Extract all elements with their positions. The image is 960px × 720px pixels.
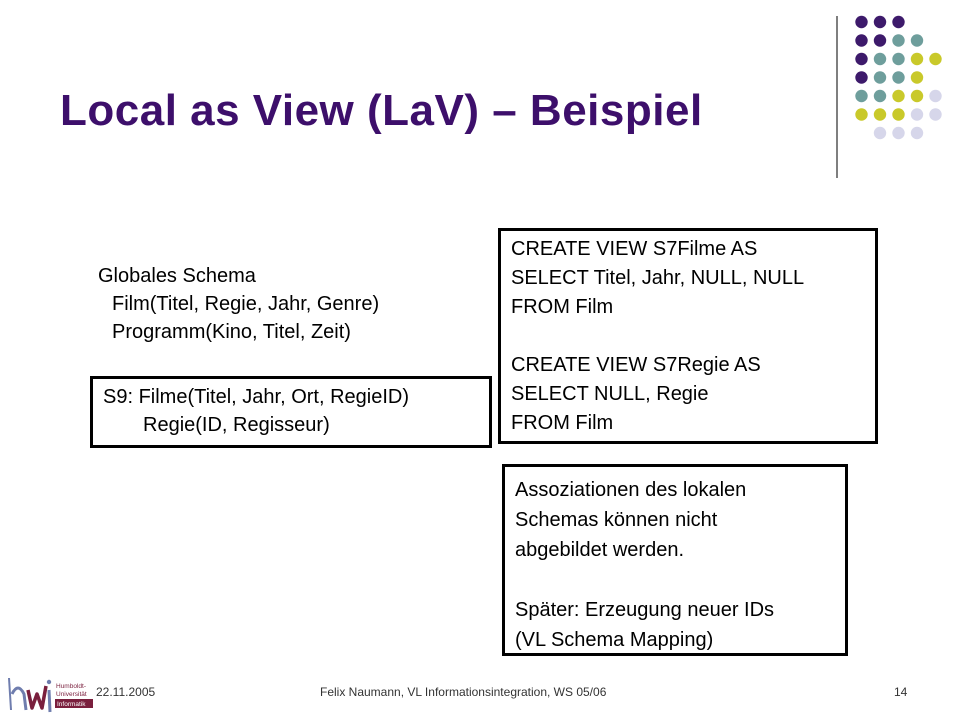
s9-line: Regie(ID, Regisseur) [143, 414, 330, 436]
decorative-dot [855, 53, 867, 65]
decorative-dot [892, 34, 904, 46]
decorative-dot [855, 108, 867, 120]
sql-blank-line [511, 322, 865, 351]
footer-page-number: 14 [894, 685, 908, 699]
decorative-dot [892, 53, 904, 65]
footer-date: 22.11.2005 [96, 685, 156, 699]
decorative-dot [874, 16, 886, 28]
sql-line: CREATE VIEW S7Regie AS [511, 354, 761, 376]
s9-line: S9: Filme(Titel, Jahr, Ort, RegieID) [103, 386, 409, 408]
note-line: Später: Erzeugung neuer IDs [515, 599, 775, 621]
note-line: Assoziationen des lokalen [515, 479, 747, 501]
global-schema-relation: Programm(Kino, Titel, Zeit) [112, 321, 351, 343]
decorative-dot [911, 71, 923, 83]
decorative-dot [929, 90, 941, 102]
humboldt-informatik-logo [4, 660, 96, 718]
decorative-dot [892, 16, 904, 28]
footer-author-course: Felix Naumann, VL Informationsintegration, WS 05/06 [320, 685, 607, 699]
global-schema-heading: Globales Schema [98, 265, 256, 287]
decorative-dot [874, 34, 886, 46]
decorative-dot [911, 53, 923, 65]
decorative-dot [911, 90, 923, 102]
decorative-dot [892, 108, 904, 120]
decorative-dot [855, 90, 867, 102]
global-schema [98, 262, 379, 346]
slide-title: Local as View (LaV) – Beispiel [60, 86, 703, 135]
sql-line: SELECT Titel, Jahr, NULL, NULL [511, 267, 805, 289]
decorative-dot [855, 16, 867, 28]
decorative-dot [892, 71, 904, 83]
decorative-dot [911, 127, 923, 139]
sql-line: CREATE VIEW S7Filme AS [511, 238, 758, 260]
note-line: abgebildet werden. [515, 539, 685, 561]
note-line: (VL Schema Mapping) [515, 629, 714, 651]
decorative-dot [892, 127, 904, 139]
sql-line: FROM Film [511, 296, 614, 318]
decorative-dot [855, 34, 867, 46]
note-blank-line [515, 565, 835, 595]
logo-text-line: Universität [56, 691, 87, 698]
sql-line: FROM Film [511, 412, 614, 434]
global-schema-relation: Film(Titel, Regie, Jahr, Genre) [112, 293, 380, 315]
logo-text-line: Humboldt- [56, 683, 86, 690]
association-note-box [502, 464, 848, 656]
note-line: Schemas können nicht [515, 509, 718, 531]
decorative-dot [892, 90, 904, 102]
decorative-dot [929, 53, 941, 65]
decorative-dot [874, 127, 886, 139]
decorative-dot [874, 90, 886, 102]
s9-schema-box [90, 376, 492, 448]
logo-text-line: Informatik [57, 701, 86, 708]
decorative-dot [874, 71, 886, 83]
decorative-dot [929, 108, 941, 120]
decorative-dot [911, 34, 923, 46]
decorative-dot [874, 108, 886, 120]
title-divider-line [836, 16, 838, 178]
sql-view-box [498, 228, 878, 444]
decorative-dot [911, 108, 923, 120]
decorative-dot [874, 53, 886, 65]
decorative-dot [855, 71, 867, 83]
sql-line: SELECT NULL, Regie [511, 383, 709, 405]
